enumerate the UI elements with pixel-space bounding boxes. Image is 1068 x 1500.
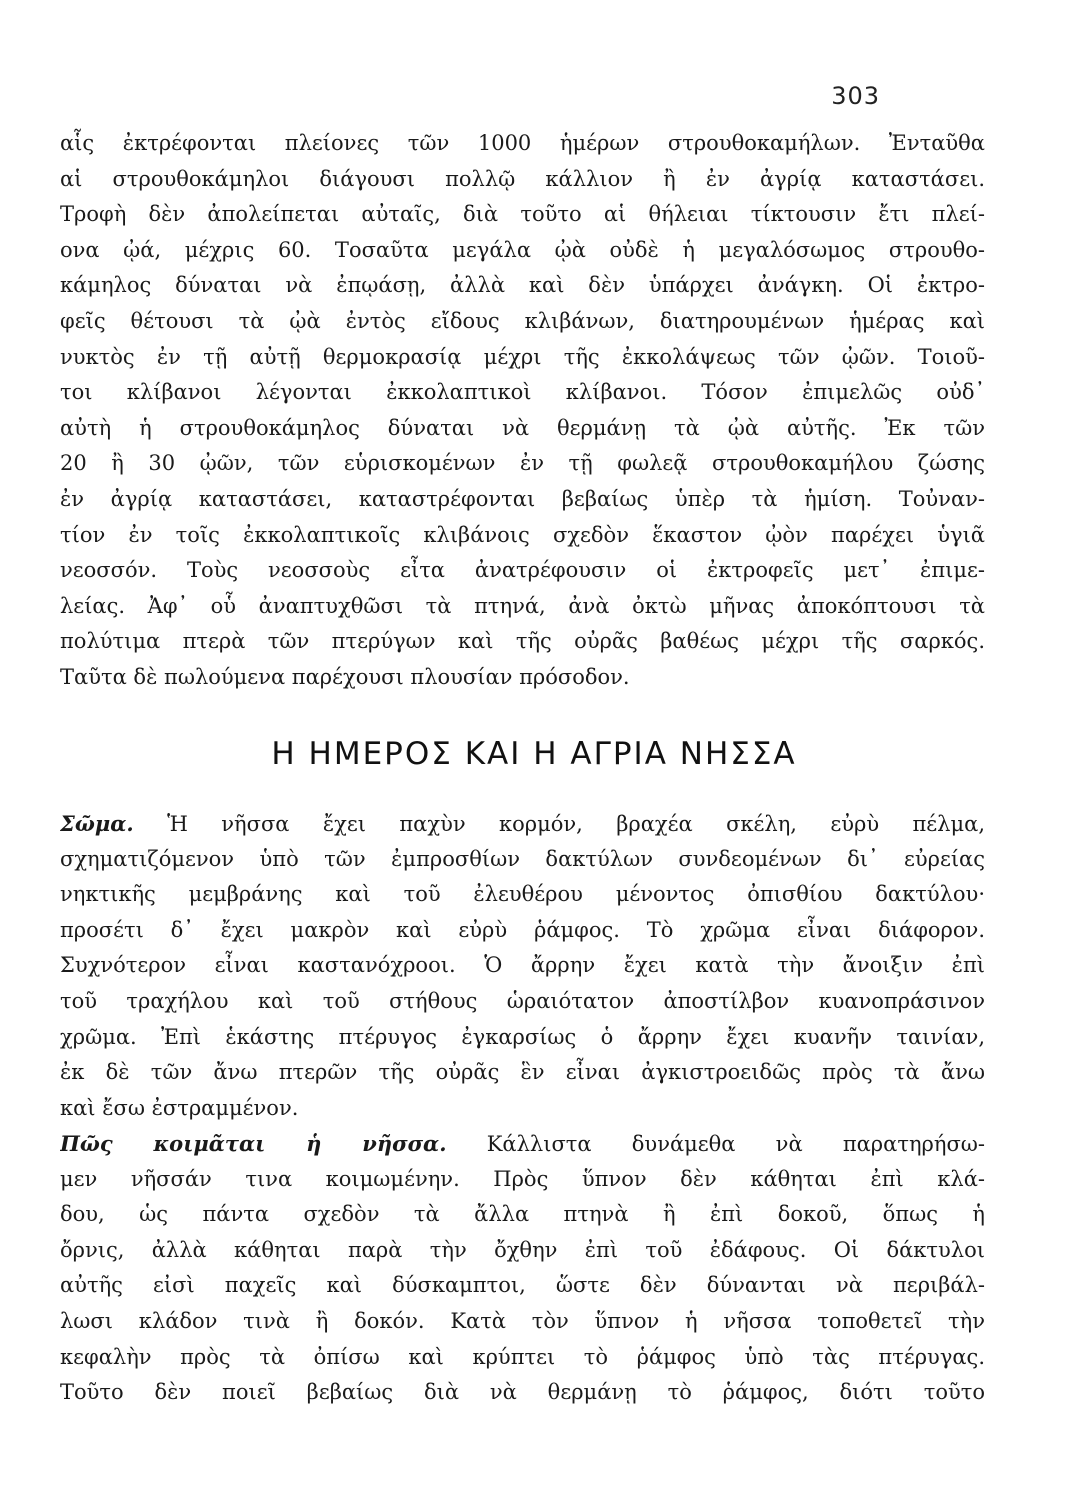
text-line: κάμηλος δύναται νὰ ἐπῳάσῃ, ἀλλὰ καὶ δὲν ὑπάρχει ἀνάγκη. Οἱ ἐκτρο- bbox=[60, 273, 985, 298]
text-line: Ταῦτα δὲ πωλούμενα παρέχουσι πλουσίαν πρόσοδον. bbox=[60, 664, 630, 689]
text-line: λωσι κλάδον τινὰ ἢ δοκόν. Κατὰ τὸν ὕπνον ἡ νῆσσα τοποθετεῖ τὴν bbox=[60, 1308, 985, 1333]
text-line: χρῶμα. Ἐπὶ ἑκάστης πτέρυγος ἐγκαρσίως ὁ ἄρρην ἔχει κυανῆν ταινίαν, bbox=[60, 1024, 985, 1049]
text-line bbox=[60, 806, 985, 842]
sleep-paragraph bbox=[60, 1126, 985, 1411]
text-line: τοι κλίβανοι λέγονται ἐκκολαπτικοὶ κλίβανοι. Τόσον ἐπιμελῶς οὐδ᾽ bbox=[60, 380, 985, 405]
text-line: λείας. Ἀφ᾽ οὗ ἀναπτυχθῶσι τὰ πτηνά, ἀνὰ ὀκτὼ μῆνας ἀποκόπτουσι τὰ bbox=[60, 593, 985, 618]
section-title: Η ΗΜΕΡΟΣ ΚΑΙ Η ΑΓΡΙΑ ΝΗΣΣΑ bbox=[271, 736, 797, 772]
text-line: ἐκ δὲ τῶν ἄνω πτερῶν τῆς οὐρᾶς ἓν εἶναι ἀγκιστροειδῶς πρὸς τὰ ἄνω bbox=[60, 1060, 985, 1085]
text-line: κεφαλὴν πρὸς τὰ ὀπίσω καὶ κρύπτει τὸ ῥάμφος ὑπὸ τὰς πτέρυγας. bbox=[60, 1344, 985, 1369]
text-line: αἷς ἐκτρέφονται πλείονες τῶν 1000 ἡμέρων στρουθοκαμήλων. Ἐνταῦθα bbox=[60, 131, 985, 155]
text-line bbox=[60, 1126, 985, 1162]
text-line: ονα ᾠά, μέχρις 60. Τοσαῦτα μεγάλα ᾠὰ οὐδὲ ἡ μεγαλόσωμος στρουθο- bbox=[60, 237, 985, 262]
text-line: τίον ἐν τοῖς ἐκκολαπτικοῖς κλιβάνοις σχεδὸν ἕκαστον ᾠὸν παρέχει ὑγιᾶ bbox=[60, 522, 985, 547]
text-fragment: Ἡ νῆσσα ἔχει παχὺν κορμόν, βραχέα σκέλη, εὐρὺ πέλμα, bbox=[133, 812, 985, 836]
text-fragment: Κάλλιστα δυνάμεθα νὰ παρατηρήσω- bbox=[446, 1132, 985, 1156]
text-line: αἱ στρουθοκάμηλοι διάγουσι πολλῷ κάλλιον ἢ ἐν ἀγρίᾳ καταστάσει. bbox=[60, 166, 985, 191]
text-line: αὐτὴ ἡ στρουθοκάμηλος δύναται νὰ θερμάνῃ τὰ ᾠὰ αὐτῆς. Ἐκ τῶν bbox=[60, 415, 985, 440]
intro-paragraph bbox=[60, 126, 985, 696]
text-line: νεοσσόν. Τοὺς νεοσσοὺς εἶτα ἀνατρέφουσιν οἱ ἐκτροφεῖς μετ᾽ ἐπιμε- bbox=[60, 558, 985, 583]
text-line: μεν νῆσσάν τινα κοιμωμένην. Πρὸς ὕπνον δὲν κάθηται ἐπὶ κλά- bbox=[60, 1166, 985, 1191]
text-line: προσέτι δ᾽ ἔχει μακρὸν καὶ εὐρὺ ῥάμφος. Τὸ χρῶμα εἶναι διάφορον. bbox=[60, 917, 985, 942]
body-paragraph bbox=[60, 806, 985, 1126]
text-line: 20 ἢ 30 ᾠῶν, τῶν εὑρισκομένων ἐν τῇ φωλεᾷ στρουθοκαμήλου ζώσης bbox=[60, 451, 985, 476]
text-line: σχηματιζόμενον ὑπὸ τῶν ἐμπροσθίων δακτύλων συνδεομένων δι᾽ εὐρείας bbox=[60, 846, 985, 871]
text-line: νυκτὸς ἐν τῇ αὐτῇ θερμοκρασίᾳ μέχρι τῆς ἐκκολάψεως τῶν ᾠῶν. Τοιοῦ- bbox=[60, 344, 985, 369]
text-line: πολύτιμα πτερὰ τῶν πτερύγων καὶ τῆς οὐρᾶς βαθέως μέχρι τῆς σαρκός. bbox=[60, 629, 985, 654]
sleep-subheading: Πῶς κοιμᾶται ἡ νῆσσα. bbox=[60, 1131, 447, 1156]
text-line: δου, ὡς πάντα σχεδὸν τὰ ἄλλα πτηνὰ ἢ ἐπὶ δοκοῦ, ὅπως ἡ bbox=[60, 1202, 985, 1227]
text-line: Συχνότερον εἶναι καστανόχροοι. Ὁ ἄρρην ἔχει κατὰ τὴν ἄνοιξιν ἐπὶ bbox=[60, 953, 985, 978]
text-line: ὄρνις, ἀλλὰ κάθηται παρὰ τὴν ὄχθην ἐπὶ τοῦ ἐδάφους. Οἱ δάκτυλοι bbox=[60, 1237, 985, 1262]
text-line: Τροφὴ δὲν ἀπολείπεται αὐταῖς, διὰ τοῦτο αἱ θήλειαι τίκτουσιν ἔτι πλεί- bbox=[60, 202, 985, 227]
text-line: φεῖς θέτουσι τὰ ᾠὰ ἐντὸς εἴδους κλιβάνων, διατηρουμένων ἡμέρας καὶ bbox=[60, 308, 985, 333]
text-line: νηκτικῆς μεμβράνης καὶ τοῦ ἐλευθέρου μένοντος ὀπισθίου δακτύλου· bbox=[60, 882, 985, 907]
page-number: 303 bbox=[831, 82, 880, 110]
text-line: καὶ ἔσω ἐστραμμένον. bbox=[60, 1095, 299, 1120]
text-line: ἐν ἀγρίᾳ καταστάσει, καταστρέφονται βεβαίως ὑπὲρ τὰ ἡμίση. Τοὐναν- bbox=[60, 486, 985, 511]
text-line: αὐτῆς εἰσὶ παχεῖς καὶ δύσκαμπτοι, ὥστε δὲν δύνανται νὰ περιβάλ- bbox=[60, 1273, 985, 1298]
text-line: Τοῦτο δὲν ποιεῖ βεβαίως διὰ νὰ θερμάνῃ τὸ ῥάμφος, διότι τοῦτο bbox=[60, 1380, 985, 1405]
body-subheading: Σῶμα. bbox=[60, 811, 134, 836]
text-line: τοῦ τραχήλου καὶ τοῦ στήθους ὡραιότατον ἀποστίλβον κυανοπράσινον bbox=[60, 988, 985, 1013]
